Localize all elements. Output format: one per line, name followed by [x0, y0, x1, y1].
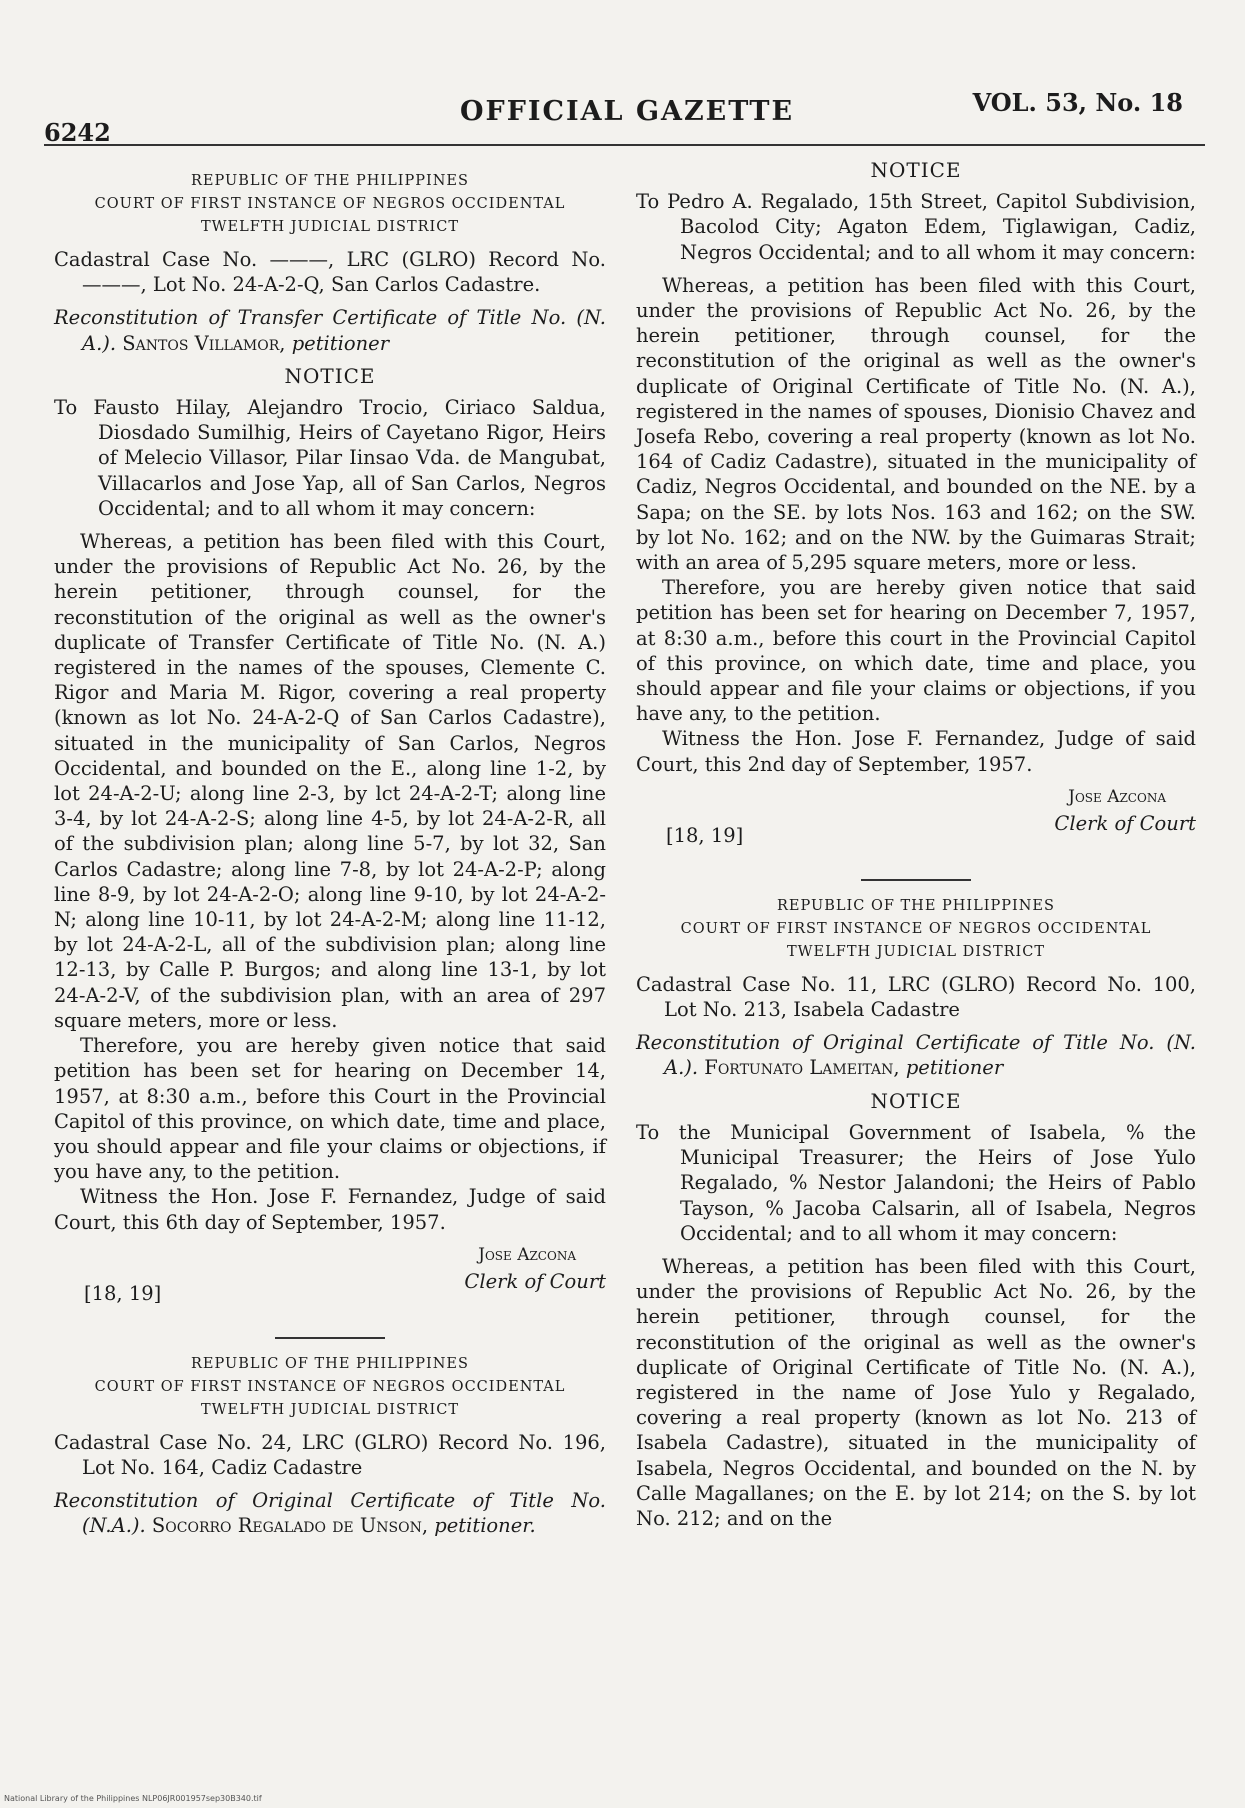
scan-footer: National Library of the Philippines NLP06JR001957sep30B340.tif	[4, 1794, 262, 1803]
court-heading	[54, 170, 606, 239]
recon-title-text: Reconstitution of Original Certificate of Title No. (N. A.).	[636, 1031, 1196, 1080]
recon-title-text: Reconstitution of Transfer Certificate of Title No. (N. A.).	[54, 306, 606, 355]
signature-block	[636, 785, 1196, 863]
court-line: TWELFTH JUDICIAL DISTRICT	[200, 219, 460, 235]
petitioner-role: petitioner	[905, 1056, 1004, 1080]
signer-name: Jose Azcona	[478, 1244, 576, 1265]
page-header	[0, 88, 1245, 147]
petitioner-name: Fortunato Lameitan,	[704, 1056, 900, 1080]
section-divider	[275, 1337, 385, 1339]
issue-reference: [18, 19]	[666, 823, 744, 847]
signature-block	[54, 1243, 606, 1321]
notice-heading: NOTICE	[870, 1088, 962, 1113]
court-line: COURT OF FIRST INSTANCE OF NEGROS OCCIDENTAL	[94, 1378, 566, 1395]
left-column	[54, 170, 606, 1539]
right-column	[636, 150, 1196, 1531]
volume-number: VOL. 53, No. 18	[972, 88, 1183, 117]
court-line: REPUBLIC OF THE PHILIPPINES	[191, 1355, 469, 1372]
court-line: COURT OF FIRST INSTANCE OF NEGROS OCCIDENTAL	[94, 196, 566, 212]
recon-title-text: Reconstitution of Original Certificate of Title No. (N.A.).	[54, 1489, 606, 1538]
case-line: Cadastral Case No. ———, LRC (GLRO) Record No. ———, Lot No. 24-A-2-Q, San Carlos Cadastre.	[54, 248, 606, 297]
court-line: REPUBLIC OF THE PHILIPPINES	[777, 897, 1055, 914]
court-line: REPUBLIC OF THE PHILIPPINES	[191, 173, 469, 189]
addressees: To the Municipal Government of Isabela, % the Municipal Treasurer; the Heirs of Jose Yulo Regalado, % Nestor Jalandoni; the Heirs of Pablo Tayson, % Jacoba Calsarin, all of Isabela, Negros Occidental; and to all whom it may concern:	[636, 1120, 1196, 1245]
court-line: COURT OF FIRST INSTANCE OF NEGROS OCCIDENTAL	[680, 920, 1152, 937]
petitioner-name: Socorro Regalado de Unson,	[151, 1514, 429, 1538]
addressees: To Pedro A. Regalado, 15th Street, Capitol Subdivision, Bacolod City; Agaton Edem, Tiglawigan, Cadiz, Negros Occidental; and to all whom it may concern:	[636, 190, 1196, 264]
reconstitution-title	[636, 1030, 1196, 1080]
court-line: TWELFTH JUDICIAL DISTRICT	[200, 1401, 460, 1418]
reconstitution-title	[54, 305, 606, 355]
court-line: TWELFTH JUDICIAL DISTRICT	[786, 943, 1046, 960]
reconstitution-title	[54, 1488, 606, 1538]
therefore-paragraph: Therefore, you are hereby given notice that said petition has been set for hearing on December 14, 1957, at 8:30 a.m., before this Court in the Provincial Capitol of this province, on which date, time and place, you should appear and file your claims or objections, if you have any, to the petition.	[54, 1034, 606, 1184]
signer-title: Clerk of Court	[464, 1269, 606, 1293]
publication-title: OFFICIAL GAZETTE	[460, 96, 795, 127]
notice-heading: NOTICE	[284, 363, 376, 388]
signer-title: Clerk of Court	[1054, 811, 1196, 835]
court-heading	[54, 1353, 606, 1422]
signer-name: Jose Azcona	[1068, 786, 1166, 807]
notice-heading: NOTICE	[870, 158, 962, 182]
addressees: To Fausto Hilay, Alejandro Trocio, Ciriaco Saldua, Diosdado Sumilhig, Heirs of Cayetano Rigor, Heirs of Melecio Villasor, Pilar Iinsao Vda. de Mangubat, Villacarlos and Jose Yap, all of San Carlos, Negros Occidental; and to all whom it may concern:	[54, 396, 606, 520]
case-line: Cadastral Case No. 11, LRC (GLRO) Record No. 100, Lot No. 213, Isabela Cadastre	[636, 972, 1196, 1022]
witness-paragraph: Witness the Hon. Jose F. Fernandez, Judge of said Court, this 2nd day of September, 1957.	[636, 727, 1196, 776]
court-heading	[636, 895, 1196, 964]
issue-reference: [18, 19]	[84, 1281, 162, 1305]
whereas-paragraph: Whereas, a petition has been filed with this Court, under the provisions of Republic Act No. 26, by the herein petitioner, through counsel, for the reconstitution of the original as well as the owner's duplicate of Original Certificate of Title No. (N. A.), registered in the names of spouses, Dionisio Chavez and Josefa Rebo, covering a real property (known as lot No. 164 of Cadiz Cadastre), situated in the municipality of Cadiz, Negros Occidental, and bounded on the NE. by a Sapa; on the SE. by lots Nos. 163 and 162; on the SW. by lot No. 162; and on the NW. by the Guimaras Strait; with an area of 5,295 square meters, more or less.	[636, 273, 1196, 575]
header-rule	[44, 144, 1205, 146]
petitioner-role: petitioner.	[434, 1514, 536, 1538]
whereas-paragraph: Whereas, a petition has been filed with this Court, under the provisions of Republic Act No. 26, by the herein petitioner, through counsel, for the reconstitution of the original as well as the owner's duplicate of Original Certificate of Title No. (N. A.), registered in the name of Jose Yulo y Regalado, covering a real property (known as lot No. 213 of Isabela Cadastre), situated in the municipality of Isabela, Negros Occidental, and bounded on the N. by Calle Magallanes; on the E. by lot 214; on the S. by lot No. 212; and on the	[636, 1254, 1196, 1530]
case-line: Cadastral Case No. 24, LRC (GLRO) Record No. 196, Lot No. 164, Cadiz Cadastre	[54, 1430, 606, 1479]
section-divider	[861, 879, 971, 881]
witness-paragraph: Witness the Hon. Jose F. Fernandez, Judge of said Court, this 6th day of September, 1957.	[54, 1185, 606, 1234]
petitioner-name: Santos Villamor,	[122, 331, 286, 355]
petitioner-role: petitioner	[291, 331, 390, 355]
therefore-paragraph: Therefore, you are hereby given notice that said petition has been set for hearing on December 7, 1957, at 8:30 a.m., before this court in the Provincial Capitol of this province, on which date, time and place, you should appear and file your claims or objections, if you have any, to the petition.	[636, 576, 1196, 726]
whereas-paragraph: Whereas, a petition has been filed with this Court, under the provisions of Republic Act No. 26, by the herein petitioner, through counsel, for the reconstitution of the original as well as the owner's duplicate of Transfer Certificate of Title No. (N. A.) registered in the names of the spouses, Clemente C. Rigor and Maria M. Rigor, covering a real property (known as lot No. 24-A-2-Q of San Carlos Cadastre), situated in the municipality of San Carlos, Negros Occidental, and bounded on the E., along line 1-2, by lot 24-A-2-U; along line 2-3, by lct 24-A-2-T; along line 3-4, by lot 24-A-2-S; along line 4-5, by lot 24-A-2-R, all of the subdivision plan; along line 5-7, by lot 32, San Carlos Cadastre; along line 7-8, by lot 24-A-2-P; along line 8-9, by lot 24-A-2-O; along line 9-10, by lot 24-A-2-N; along line 10-11, by lot 24-A-2-M; along line 11-12, by lot 24-A-2-L, all of the subdivision plan; along line 12-13, by Calle P. Burgos; and along line 13-1, by lot 24-A-2-V, of the subdivision plan, with an area of 297 square meters, more or less.	[54, 530, 606, 1032]
page-number: 6242	[44, 118, 111, 147]
